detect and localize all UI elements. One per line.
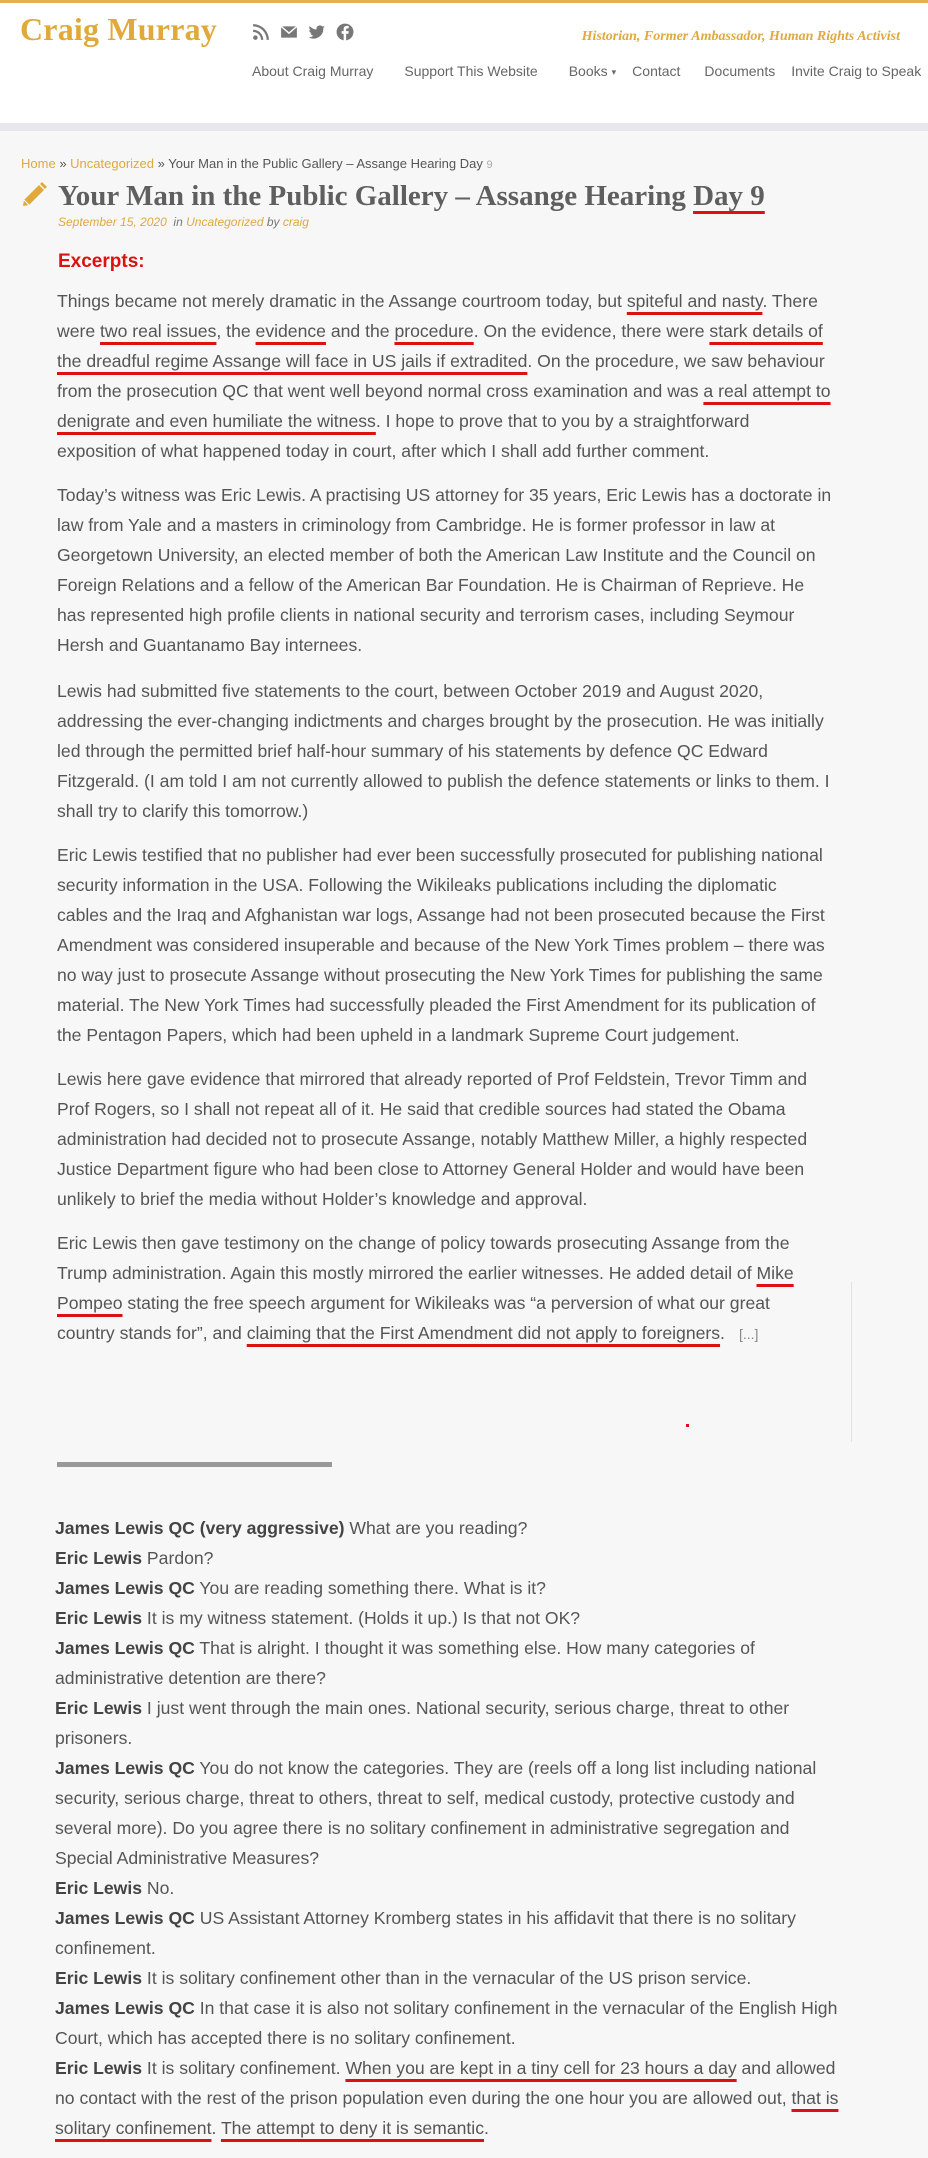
post-title — [58, 178, 765, 214]
speaker: Eric Lewis — [55, 1968, 143, 1988]
text-span: and the — [325, 321, 395, 341]
transcript-line — [55, 1603, 845, 1633]
transcript-line — [55, 1993, 845, 2053]
section-separator — [57, 1462, 332, 1467]
more-link[interactable]: [...] — [738, 1326, 759, 1342]
text-span: . — [720, 1323, 725, 1343]
transcript-line — [55, 1543, 845, 1573]
speech: You do not know the categories. They are (reels off a long list including national security, serious charge, threat to others, threat to self, medical custody, protective custody and several more). Do you agree there is no solitary confinement in administrative segregation and Special Administrative Measures? — [55, 1758, 817, 1868]
speech: US Assistant Attorney Kromberg states in his affidavit that there is no solitary confinement. — [55, 1908, 796, 1958]
post-title-day: Day 9 — [693, 180, 765, 212]
text-span: , the — [216, 321, 256, 341]
speech: Pardon? — [142, 1548, 214, 1568]
text-span: Eric Lewis then gave testimony on the change of policy towards prosecuting Assange from the Trump administration. Again this mostly mirrored the earlier witnesses. He added detail of — [57, 1233, 790, 1283]
nav-item-documents[interactable]: Documents — [704, 63, 776, 79]
transcript-line — [55, 1633, 845, 1693]
speaker: James Lewis QC — [55, 1578, 195, 1598]
site-header — [0, 3, 928, 131]
transcript-line — [55, 1513, 845, 1543]
speaker: Eric Lewis — [55, 2058, 143, 2078]
text-span: . There were — [57, 291, 818, 341]
speech: It is solitary confinement. — [142, 2058, 346, 2078]
main-nav — [252, 63, 928, 79]
paragraph-trump — [57, 1228, 832, 1349]
paragraph-evidence: Lewis here gave evidence that mirrored that already reported of Prof Feldstein, Trevor Timm and Prof Rogers, so I shall not repeat all of it. He said that credible sources had stated the Obama administration had decided not to prosecute Assange, notably Matthew Miller, a highly respected Justice Department figure who had been close to Attorney General Holder and would have been unlikely to brief the media without Holder’s knowledge and approval. — [57, 1069, 808, 1209]
speaker: James Lewis QC — [55, 1638, 195, 1658]
text-span: Things became not merely dramatic in the Assange courtroom today, but — [57, 291, 627, 311]
breadcrumb-current: Your Man in the Public Gallery – Assange Hearing Day — [168, 156, 483, 171]
speaker: James Lewis QC — [55, 1908, 195, 1928]
post-title-row — [20, 178, 765, 214]
speaker: James Lewis QC — [55, 1758, 195, 1778]
speech: I just went through the main ones. National security, serious charge, threat to other prisoners. — [55, 1698, 790, 1748]
underlined-span: a real attempt to denigrate and even humiliate the witness — [57, 381, 831, 431]
paragraph-witness: Today’s witness was Eric Lewis. A practising US attorney for 35 years, Eric Lewis has a doctorate in law from Yale and a masters in criminology from Cambridge. He is former professor in law at Georgetown University, an elected member of both the American Law Institute and the Council on Foreign Relations and a fellow of the American Bar Foundation. He is Chairman of Reprieve. He has represented high profile clients in national security and terrorism cases, including Seymour Hersh and Guantanamo Bay internees. — [57, 485, 832, 655]
transcript-line — [55, 1573, 845, 1603]
speech: In that case it is also not solitary confinement in the vernacular of the English High Court, which has accepted there is no solitary confinement. — [55, 1998, 838, 2048]
text-span: . On the evidence, there were — [473, 321, 710, 341]
caret-down-icon: ▾ — [611, 66, 617, 77]
transcript-line — [55, 1963, 845, 1993]
facebook-icon[interactable] — [336, 23, 354, 41]
red-mark — [686, 1424, 689, 1427]
speech: That is alright. I thought it was something else. How many categories of administrative detention are there? — [55, 1638, 755, 1688]
underlined-span: procedure — [394, 321, 474, 341]
speaker: Eric Lewis — [55, 1548, 143, 1568]
envelope-icon[interactable] — [280, 23, 298, 41]
underlined-span: stark details of the dreadful regime Assange will face in US jails if extradited — [57, 321, 823, 371]
paragraph-testimony: Eric Lewis testified that no publisher had ever been successfully prosecuted for publishing national security information in the USA. Following the Wikileaks publications including the diplomatic cables and the Iraq and Afghanistan war logs, Assange had not been prosecuted because the First Amendment was considered insuperable and because of the New York Times problem – there was no way just to prosecute Assange without prosecuting the New York Times for publishing the same material. The New York Times had successfully pleaded the First Amendment for its publication of the Pentagon Papers, which had been upheld in a landmark Supreme Court judgement. — [57, 845, 825, 1045]
post-category[interactable]: Uncategorized — [186, 215, 264, 229]
underlined-span: two real issues — [100, 321, 217, 341]
text-span: . On the procedure, we saw behaviour from the prosecution QC that went well beyond normal cross examination and was — [57, 351, 825, 401]
site-brand-link[interactable]: Craig Murray — [20, 11, 218, 47]
paragraph-statements: Lewis had submitted five statements to the court, between October 2019 and August 2020, addressing the ever-changing indictments and charges brought by the prosecution. He was initially led through the permitted brief half-hour summary of his statements by defence QC Edward Fitzgerald. (I am told I am not currently allowed to publish the defence statements or links to them. I shall try to clarify this tomorrow.) — [57, 681, 830, 821]
underlined-span: evidence — [255, 321, 326, 341]
excerpts-label: Excerpts: — [58, 251, 145, 272]
divider-vertical — [851, 1282, 852, 1442]
speaker: James Lewis QC (very aggressive) — [55, 1518, 345, 1538]
nav-item-about[interactable]: About Craig Murray — [252, 63, 374, 79]
transcript-line — [55, 1903, 845, 1963]
speech: No. — [142, 1878, 175, 1898]
post-date[interactable]: September 15, 2020 — [58, 215, 167, 229]
breadcrumb-category[interactable]: Uncategorized — [70, 156, 154, 171]
nav-item-support[interactable]: Support This Website — [404, 63, 538, 79]
transcript-line — [55, 1753, 845, 1873]
underlined-span: that is solitary confinement — [55, 2088, 839, 2138]
speech: and allowed no contact with the rest of the prison population even during the one hour you are allowed out, — [55, 2058, 836, 2108]
post-content — [57, 286, 832, 1363]
speech: What are you reading? — [344, 1518, 528, 1538]
nav-item-contact[interactable]: Contact — [632, 63, 681, 79]
site-tagline: Historian, Former Ambassador, Human Rights Activist — [581, 29, 900, 44]
pencil-icon — [20, 178, 50, 213]
transcript — [55, 1513, 845, 2143]
post-meta-in: in — [173, 215, 183, 229]
breadcrumb-sep: » — [157, 156, 165, 171]
speaker: Eric Lewis — [55, 1698, 143, 1718]
post-title-main: Your Man in the Public Gallery – Assange Hearing — [58, 180, 686, 212]
transcript-line-final — [55, 2053, 845, 2143]
social-icons — [252, 23, 354, 41]
post-author[interactable]: craig — [282, 215, 309, 229]
paragraph-intro — [57, 286, 832, 466]
speech: It is my witness statement. (Holds it up.) Is that not OK? — [142, 1608, 581, 1628]
speech: . — [484, 2118, 489, 2138]
speech: You are reading something there. What is it? — [194, 1578, 546, 1598]
speech: It is solitary confinement other than in the vernacular of the US prison service. — [142, 1968, 752, 1988]
underlined-span: spiteful and nasty — [626, 291, 763, 311]
text-span: . I hope to prove that to you by a straightforward exposition of what happened today in court, after which I shall add further comment. — [57, 411, 750, 461]
underlined-span: The attempt to deny it is semantic — [220, 2118, 484, 2138]
rss-icon[interactable] — [252, 23, 270, 41]
twitter-icon[interactable] — [308, 23, 326, 41]
speaker: Eric Lewis — [55, 1608, 143, 1628]
underlined-span: When you are kept in a tiny cell for 23 hours a day — [345, 2058, 737, 2078]
nav-item-invite[interactable]: Invite Craig to Speak — [791, 63, 922, 79]
breadcrumb-home[interactable]: Home — [21, 156, 56, 171]
text-span: stating the free speech argument for Wikileaks was “a perversion of what our great country stands for”, and — [57, 1293, 770, 1343]
breadcrumb-sep: » — [59, 156, 67, 171]
transcript-line — [55, 1873, 845, 1903]
nav-item-books-label: Books — [568, 63, 608, 79]
nav-item-books[interactable] — [569, 63, 616, 79]
underlined-span: claiming that the First Amendment did not apply to foreigners — [246, 1323, 721, 1343]
post-meta — [58, 215, 309, 229]
transcript-line — [55, 1693, 845, 1753]
breadcrumb — [21, 156, 493, 171]
breadcrumb-page: 9 — [486, 159, 493, 171]
post-meta-by: by — [266, 215, 280, 229]
speaker: Eric Lewis — [55, 1878, 143, 1898]
speech: . — [211, 2118, 221, 2138]
speaker: James Lewis QC — [55, 1998, 195, 2018]
underlined-span: Mike Pompeo — [57, 1263, 794, 1313]
